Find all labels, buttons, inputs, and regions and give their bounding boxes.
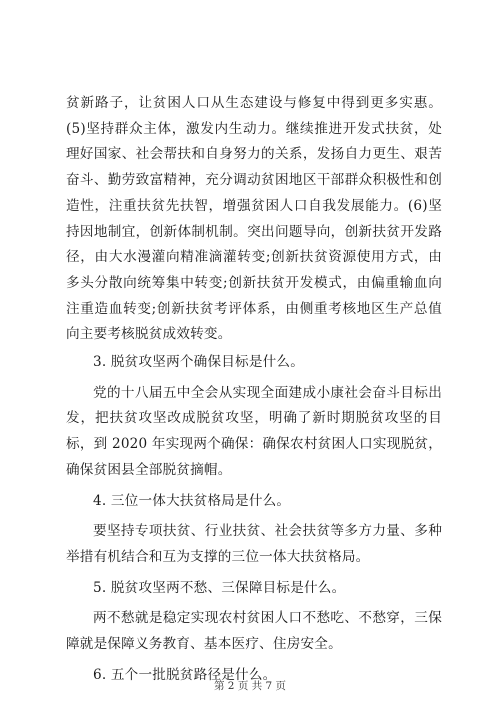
- question-heading-3: 3. 脱贫攻坚两个确保目标是什么。: [93, 354, 305, 371]
- page-number-footer: 第 2 页 共 7 页: [213, 680, 287, 692]
- answer-paragraph-4: 要坚持专项扶贫、行业扶贫、社会扶贫等多方力量、多种举措有机结合和互为支撑的三位一体大扶贫格局。: [66, 523, 442, 565]
- answer-paragraph-3: 党的十八届五中全会从实现全面建成小康社会奋斗目标出发，把扶贫攻坚改成脱贫攻坚，明确了新时期脱贫攻坚的目标，到 2020 年实现两个确保：确保农村贫困人口实现脱贫，确保贫困县全部脱贫摘帽。: [66, 384, 442, 478]
- answer-paragraph-5: 两不愁就是稳定实现农村贫困人口不愁吃、不愁穿，三保障就是保障义务教育、基本医疗、住房安全。: [66, 610, 442, 653]
- question-heading-5: 5. 脱贫攻坚两不愁、三保障目标是什么。: [93, 579, 346, 596]
- paragraph-continued-principles: 贫新路子，让贫困人口从生态建设与修复中得到更多实惠。(5)坚持群众主体，激发内生动力。继续推进开发式扶贫，处理好国家、社会帮扶和自身努力的关系，发扬自力更生、艰苦奋斗、勤劳致富精神，充分调动贫困地区干部群众积极性和创造性，注重扶贫先扶智，增强贫困人口自我发展能力。(6)坚持因地制宜，创新体制机制。突出问题导向，创新扶贫开发路径，由大水漫灌向精准滴灌转变;创新扶贫资源使用方式，由多头分散向统筹集中转变;创新扶贫开发模式，由偏重输血向注重造血转变;创新扶贫考评体系，由侧重考核地区生产总值向主要考核脱贫成效转变。: [66, 95, 442, 343]
- question-heading-4: 4. 三位一体大扶贫格局是什么。: [93, 492, 291, 509]
- document-body: [66, 91, 442, 688]
- question-heading-6: 6. 五个一批脱贫路径是什么。: [93, 666, 277, 683]
